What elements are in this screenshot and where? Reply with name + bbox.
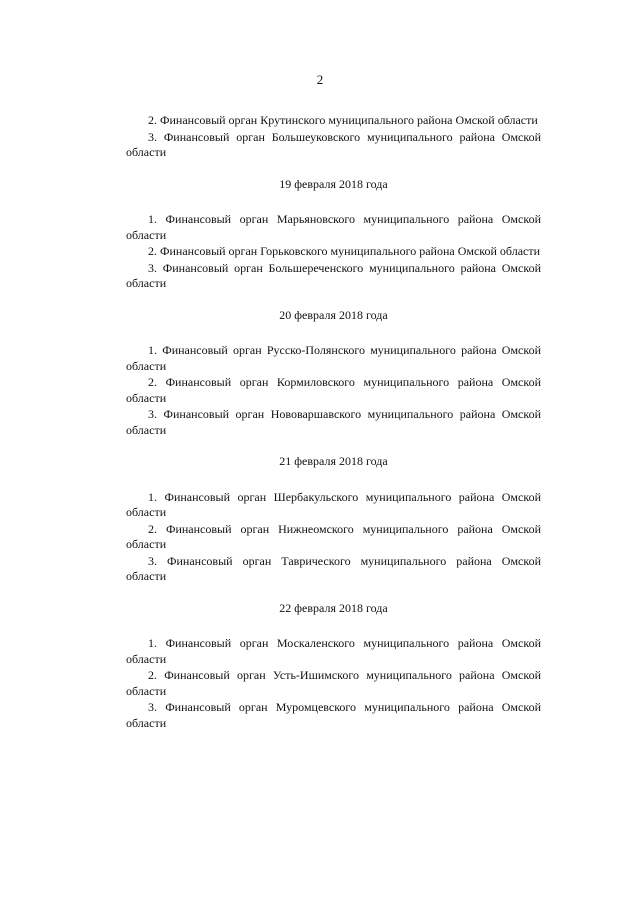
list-item: 3. Финансовый орган Большеуковского муниципального района Омской области (126, 129, 541, 159)
list-item: 2. Финансовый орган Крутинского муниципального района Омской области (148, 113, 538, 127)
date-heading: 20 февраля 2018 года (279, 307, 388, 322)
date-heading: 19 февраля 2018 года (279, 176, 388, 191)
list-item: 3. Финансовый орган Нововаршавского муниципального района Омской области (126, 407, 541, 437)
document-body (126, 113, 541, 732)
date-section (126, 454, 541, 585)
list-item: 3. Финансовый орган Большереченского муниципального района Омской области (126, 260, 541, 290)
list-item: 2. Финансовый орган Горьковского муниципального района Омской области (148, 244, 541, 258)
list-item: 2. Финансовый орган Кормиловского муниципального района Омской области (126, 375, 541, 405)
list-item: 1. Финансовый орган Шербакульского муниципального района Омской области (126, 489, 541, 519)
page-number: 2 (316, 72, 324, 87)
date-heading: 22 февраля 2018 года (279, 600, 388, 615)
list-item: 1. Финансовый орган Русско-Полянского муниципального района Омской области (126, 343, 541, 373)
list-item: 2. Финансовый орган Нижнеомского муниципального района Омской области (126, 521, 541, 551)
list-item: 3. Финансовый орган Муромцевского муниципального района Омской области (126, 700, 541, 730)
date-heading: 21 февраля 2018 года (279, 454, 388, 468)
date-section (126, 177, 541, 292)
date-section (126, 308, 541, 439)
list-item: 1. Финансовый орган Москаленского муниципального района Омской области (126, 636, 541, 666)
list-item: 2. Финансовый орган Усть-Ишимского муниципального района Омской области (126, 668, 541, 698)
intro-list (126, 113, 541, 161)
list-item: 1. Финансовый орган Марьяновского муниципального района Омской области (126, 212, 541, 242)
date-section (126, 601, 541, 732)
list-item: 3. Финансовый орган Таврического муниципального района Омской области (126, 553, 541, 583)
